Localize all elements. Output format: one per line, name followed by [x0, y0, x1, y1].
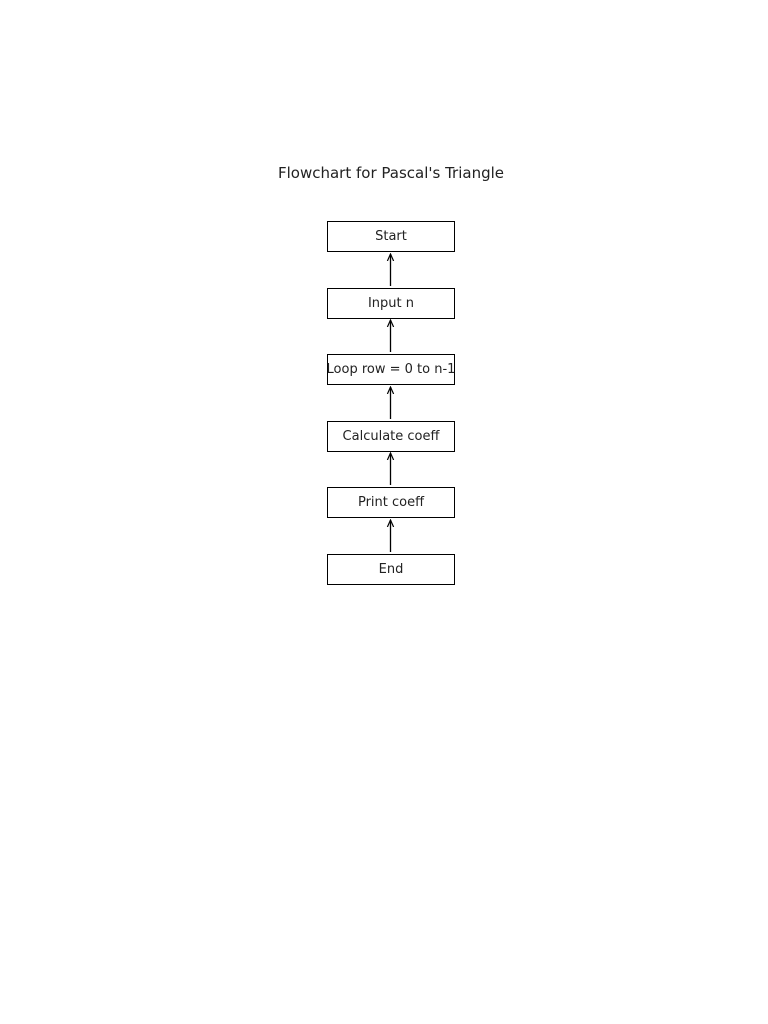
- step-start-label: Start: [375, 229, 407, 244]
- step-calculate-coeff: [327, 421, 455, 452]
- step-print-coeff-label: Print coeff: [357, 495, 425, 510]
- step-start: [327, 221, 455, 252]
- step-input-n: [327, 288, 455, 319]
- step-input-n-label: Input n: [367, 296, 415, 311]
- diagram-title: Flowchart for Pascal's Triangle: [278, 164, 504, 182]
- step-end: [327, 554, 455, 585]
- step-end-label: End: [378, 562, 404, 577]
- step-loop-row: [327, 354, 455, 385]
- step-loop-row-label: Loop row = 0 to n-1: [326, 362, 456, 377]
- step-print-coeff: [327, 487, 455, 518]
- step-calculate-coeff-label: Calculate coeff: [342, 429, 440, 444]
